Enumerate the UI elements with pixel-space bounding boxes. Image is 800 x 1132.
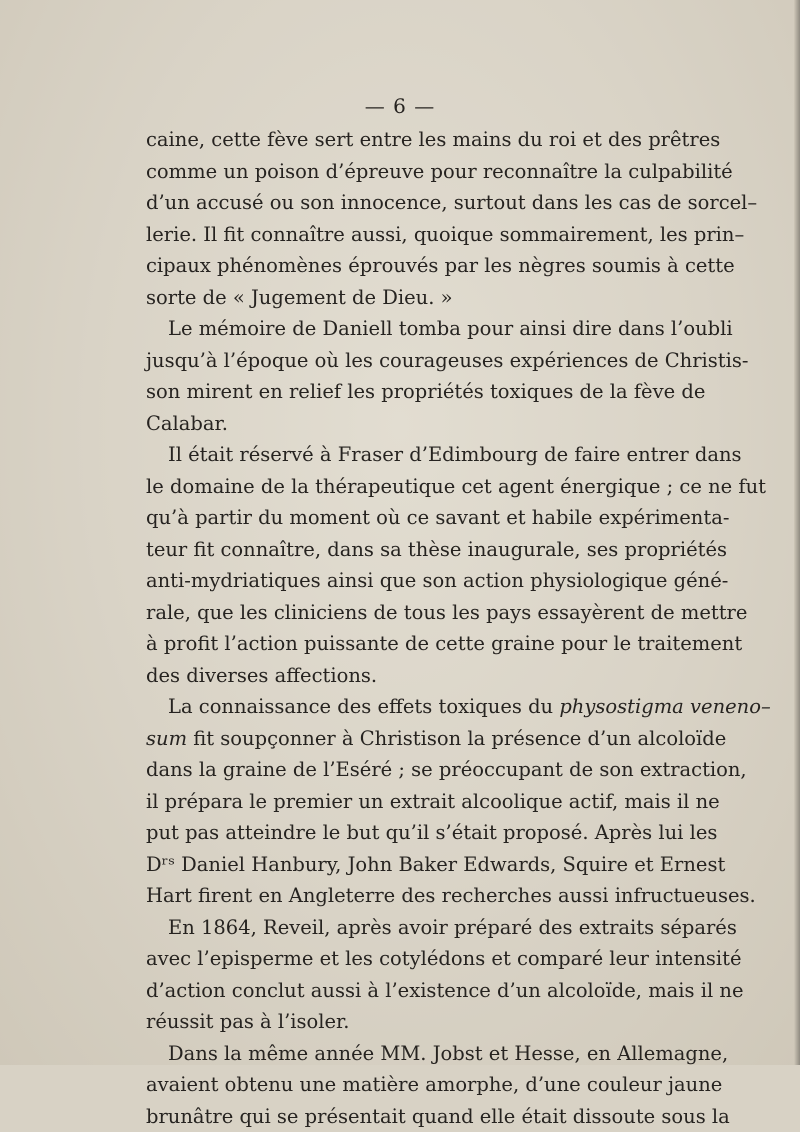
text-line: le domaine de la thérapeutique cet agent énergique ; ce ne fut [146,471,654,503]
text-line: réussit pas à l’isoler. [146,1006,654,1038]
text-run: La connaissance des effets toxiques du [168,695,559,718]
text-line: cipaux phénomènes éprouvés par les nègres soumis à cette [146,250,654,282]
text-line: Calabar. [146,408,654,440]
text-line: il prépara le premier un extrait alcoolique actif, mais il ne [146,786,654,818]
text-line: sorte de « Jugement de Dieu. » [146,282,654,314]
text-run: fit soupçonner à Christison la présence d’un alcoloïde [187,727,726,750]
text-line: lerie. Il fit connaître aussi, quoique sommairement, les prin– [146,219,654,251]
text-line: son mirent en relief les propriétés toxiques de la fève de [146,376,654,408]
text-line: rale, que les cliniciens de tous les pays essayèrent de mettre [146,597,654,629]
text-line: avec l’episperme et les cotylédons et comparé leur intensité [146,943,654,975]
text-line: à profit l’action puissante de cette graine pour le traitement [146,628,654,660]
text-line: d’action conclut aussi à l’existence d’un alcoloïde, mais il ne [146,975,654,1007]
italic-term: sum [146,727,187,750]
text-line: comme un poison d’épreuve pour reconnaître la culpabilité [146,156,654,188]
text-line: Hart firent en Angleterre des recherches aussi infructueuses. [146,880,654,912]
text-line: jusqu’à l’époque où les courageuses expériences de Christis- [146,345,654,377]
text-line: dans la graine de l’Eséré ; se préoccupant de son extraction, [146,754,654,786]
text-line: caine, cette fève sert entre les mains du roi et des prêtres [146,124,654,156]
text-line: brunâtre qui se présentait quand elle était dissoute sous la [146,1101,654,1132]
text-line: qu’à partir du moment où ce savant et habile expérimenta- [146,502,654,534]
body-text [146,124,654,1132]
text-line [146,691,654,723]
italic-term: physostigma veneno– [559,695,770,718]
text-line: anti-mydriatiques ainsi que son action physiologique géné- [146,565,654,597]
text-line: avaient obtenu une matière amorphe, d’une couleur jaune [146,1069,654,1101]
text-line: Dʳˢ Daniel Hanbury, John Baker Edwards, Squire et Ernest [146,849,654,881]
text-line: En 1864, Reveil, après avoir préparé des extraits séparés [146,912,654,944]
text-line: d’un accusé ou son innocence, surtout dans les cas de sorcel– [146,187,654,219]
text-line [146,723,654,755]
page-number: — 6 — [0,94,800,118]
text-line: put pas atteindre le but qu’il s’était proposé. Après lui les [146,817,654,849]
text-line: des diverses affections. [146,660,654,692]
page-edge-shadow [794,0,800,1065]
text-line: Dans la même année MM. Jobst et Hesse, en Allemagne, [146,1038,654,1070]
text-line: Le mémoire de Daniell tomba pour ainsi dire dans l’oubli [146,313,654,345]
text-line: teur fit connaître, dans sa thèse inaugurale, ses propriétés [146,534,654,566]
text-line: Il était réservé à Fraser d’Edimbourg de faire entrer dans [146,439,654,471]
